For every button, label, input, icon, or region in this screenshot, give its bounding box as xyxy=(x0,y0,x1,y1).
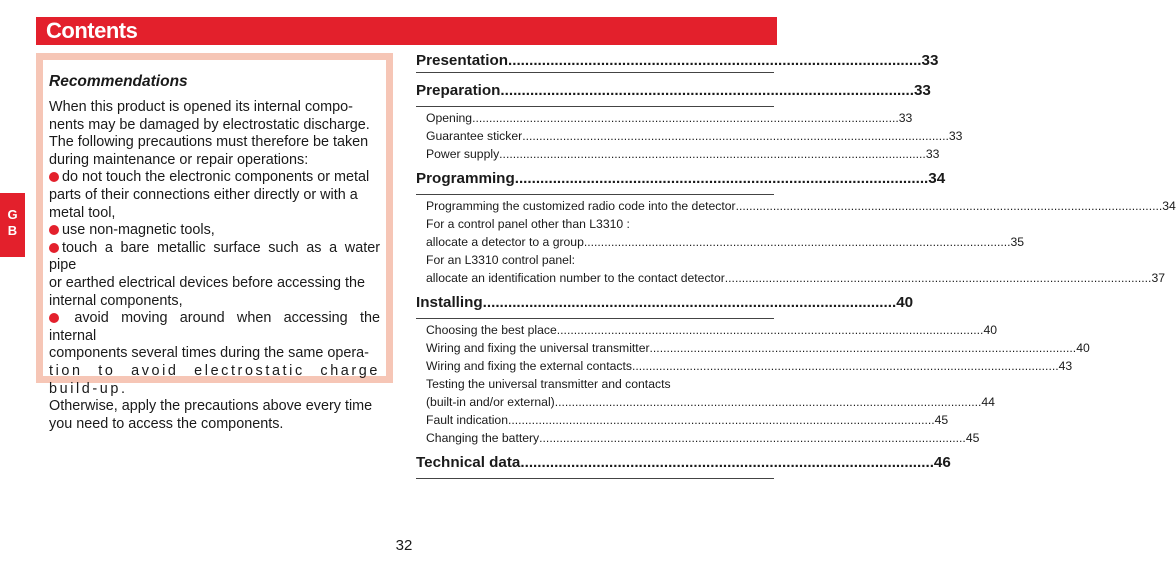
toc-item[interactable] xyxy=(416,127,963,145)
bullet-text: use non-magnetic tools, xyxy=(62,222,215,239)
toc-item[interactable] xyxy=(416,393,995,411)
text-line: during maintenance or repair operations: xyxy=(49,151,309,168)
toc-item-title: Opening xyxy=(426,111,473,125)
bullet-text: touch a bare metallic surface such as a water pipe xyxy=(49,239,380,274)
section-rule xyxy=(416,478,774,479)
section-rule xyxy=(416,318,774,319)
toc-page: 33 xyxy=(898,111,913,125)
toc-item[interactable] xyxy=(416,339,1090,357)
toc-page: 45 xyxy=(965,431,980,445)
toc-page: 40 xyxy=(896,294,914,311)
toc-item-title: allocate a detector to a group xyxy=(426,235,584,249)
toc-item[interactable] xyxy=(416,269,1165,287)
toc-leader: .............................................................................................................................. xyxy=(631,359,1059,373)
section-rule xyxy=(416,106,774,107)
text-line: or earthed electrical devices before accessing the xyxy=(49,274,365,291)
toc-item-title: allocate an identification number to the contact detector xyxy=(426,271,725,285)
bullet-line xyxy=(49,240,380,275)
header-bar xyxy=(36,17,777,45)
toc-section-programming[interactable] xyxy=(416,163,946,197)
text-line: Otherwise, apply the precautions above every time xyxy=(49,398,373,415)
toc-page: 33 xyxy=(921,52,939,69)
recommendations-text xyxy=(49,99,380,433)
toc-item[interactable] xyxy=(416,197,1176,215)
toc-section-presentation[interactable] xyxy=(416,45,939,75)
text-line: components several times during the same opera- xyxy=(49,345,369,362)
toc-item[interactable] xyxy=(416,321,997,339)
toc-section-installing[interactable] xyxy=(416,287,914,321)
toc-leader: .............................................................................................................................. xyxy=(556,323,984,337)
text-line: metal tool, xyxy=(49,204,116,221)
toc-page: 37 xyxy=(1151,271,1165,285)
toc-leader: .............................................................................................................................. xyxy=(522,129,949,143)
toc-item-title: Wiring and fixing the external contacts xyxy=(426,359,632,373)
toc-section-preparation[interactable] xyxy=(416,75,931,109)
bullet-icon xyxy=(49,243,59,253)
text-line: The following precautions must therefore be taken xyxy=(49,134,369,151)
toc-item-title: Choosing the best place xyxy=(426,323,557,337)
toc-section-title: Programming xyxy=(416,170,515,187)
toc-leader: .............................................................................................................................. xyxy=(554,395,982,409)
toc-item-title: Changing the battery xyxy=(426,431,540,445)
page-number: 32 xyxy=(395,537,413,554)
toc-page: 33 xyxy=(948,129,963,143)
toc-leader: .................................................................................................. xyxy=(482,294,897,311)
text-line: you need to access the components. xyxy=(49,415,284,432)
toc-leader: .................................................................................................. xyxy=(508,52,922,69)
page-title: Contents xyxy=(46,18,138,43)
toc-page: 34 xyxy=(1162,199,1176,213)
toc-page: 45 xyxy=(934,413,949,427)
bullet-icon xyxy=(49,225,59,235)
toc-section-title: Installing xyxy=(416,294,483,311)
toc-item-heading: For a control panel other than L3310 : xyxy=(426,217,630,231)
toc-item-title: Wiring and fixing the universal transmitter xyxy=(426,341,650,355)
toc-leader: .............................................................................................................................. xyxy=(649,341,1077,355)
toc-section-title: Preparation xyxy=(416,82,501,99)
toc-page: 35 xyxy=(1010,235,1025,249)
text-line: When this product is opened its internal compo- xyxy=(49,99,353,115)
toc-item-heading: Testing the universal transmitter and contacts xyxy=(426,377,671,391)
bullet-line xyxy=(49,222,380,240)
toc-item-title: (built-in and/or external) xyxy=(426,395,555,409)
bullet-text: avoid moving around when accessing the internal xyxy=(49,310,380,344)
text-line: parts of their connections either directly or with a xyxy=(49,186,358,203)
toc-item-heading: For an L3310 control panel: xyxy=(426,253,576,267)
bullet-icon xyxy=(49,313,59,323)
recommendations-inner xyxy=(43,60,386,432)
toc-item-title: Programming the customized radio code into the detector xyxy=(426,199,736,213)
toc-section-title: Presentation xyxy=(416,52,508,69)
section-rule xyxy=(416,72,774,73)
toc-leader: .................................................................................................. xyxy=(520,454,934,471)
toc-page: 34 xyxy=(928,170,946,187)
toc-section-title: Technical data xyxy=(416,454,521,471)
toc-leader: .............................................................................................................................. xyxy=(472,111,899,125)
toc-item[interactable] xyxy=(416,429,980,447)
toc-leader: .................................................................................................. xyxy=(500,82,914,99)
bullet-line xyxy=(49,169,380,187)
toc-leader: .............................................................................................................................. xyxy=(539,431,966,445)
text-line: tion to avoid electrostatic charge build-up. xyxy=(49,362,380,397)
toc-leader: .............................................................................................................................. xyxy=(724,271,1152,285)
recommendations-box xyxy=(36,53,393,432)
toc-leader: .............................................................................................................................. xyxy=(583,235,1011,249)
toc-page: 46 xyxy=(933,454,951,471)
toc-leader: .............................................................................................................................. xyxy=(735,199,1163,213)
text-line: nents may be damaged by electrostatic discharge. xyxy=(49,116,370,133)
toc-item[interactable] xyxy=(416,145,940,163)
toc-item-title: Fault indication xyxy=(426,413,508,427)
toc-item[interactable] xyxy=(416,233,1025,251)
toc-item[interactable] xyxy=(416,411,949,429)
toc-item-title: Power supply xyxy=(426,147,500,161)
toc-leader: .............................................................................................................................. xyxy=(499,147,926,161)
toc-page: 40 xyxy=(983,323,997,337)
toc-item[interactable] xyxy=(416,357,1073,375)
language-tab-letter-2: B xyxy=(7,223,18,238)
language-tab xyxy=(0,193,25,257)
text-line: internal components, xyxy=(49,292,183,309)
toc-item[interactable] xyxy=(416,109,913,127)
toc-item-title: Guarantee sticker xyxy=(426,129,523,143)
toc-page: 44 xyxy=(981,395,995,409)
section-rule xyxy=(416,194,774,195)
language-tab-letter-1: G xyxy=(7,207,18,222)
toc-page: 33 xyxy=(925,147,940,161)
bullet-text: do not touch the electronic components or metal xyxy=(62,169,370,186)
toc-page: 33 xyxy=(913,82,931,99)
bullet-line xyxy=(49,310,380,345)
bullet-icon xyxy=(49,172,59,182)
recommendations-title: Recommendations xyxy=(49,73,188,90)
toc-page: 43 xyxy=(1058,359,1073,373)
toc-leader: .................................................................................................. xyxy=(514,170,929,187)
table-of-contents xyxy=(416,45,1176,481)
toc-page: 40 xyxy=(1076,341,1090,355)
toc-leader: .............................................................................................................................. xyxy=(507,413,935,427)
toc-section-technical-data[interactable] xyxy=(416,447,951,481)
